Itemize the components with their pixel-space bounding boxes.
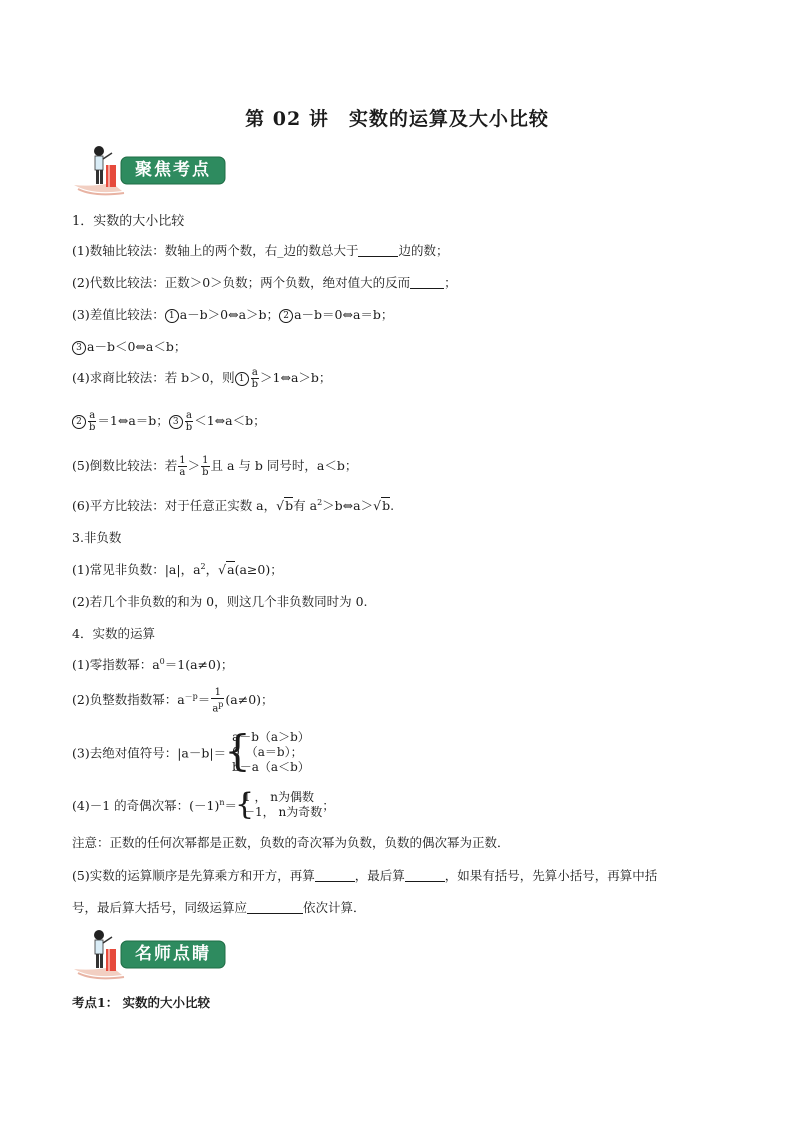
denominator: b [89,422,96,433]
denominator: b [251,379,259,390]
text: ； [444,275,457,290]
text: (4)－1 的奇偶次幂：(－1) [72,798,220,813]
section-heading: 3.非负数 [72,530,122,545]
text-line [72,687,724,714]
text: (1)数轴比较法：数轴上的两个数，右_边的数总大于 [72,243,359,258]
fraction [88,410,96,433]
text: ， [205,562,219,577]
numerator: 1 [202,455,209,466]
circled-number: 2 [72,415,86,429]
text-line [72,898,724,916]
text [72,798,237,813]
text: 有 a [293,498,318,513]
circled-number: 3 [169,415,183,429]
fill-blank [315,868,355,882]
text: (2)代数比较法：正数＞0＞负数；两个负数，绝对值大的反而 [72,275,411,290]
text: ＞1⇔a＞b； [260,370,332,385]
denominator: b [185,422,193,433]
page-title: 第 02 讲 实数的运算及大小比较 [245,108,549,130]
left-brace: { [224,726,251,775]
text: ； [322,798,335,813]
circled-number: 1 [165,309,179,323]
denominator: b [202,467,209,478]
text-line: (1)常见非负数：|a|，$a^2$，√a(a≥0)； [72,561,283,577]
numerator: 1 [179,455,186,466]
base: a [212,703,219,715]
text-line [72,866,724,884]
text-line [72,410,724,433]
exponent: 2 [317,497,323,507]
sqrt-radicand: a [227,562,235,577]
text: (1)零指数幂：a [72,657,160,672]
text: a－b＞0⇔a＞b； [179,307,280,322]
numerator: a [89,410,96,421]
text: (4)求商比较法：若 b＞0，则 [72,370,235,385]
exponent: 2 [200,561,206,571]
piecewise-cases [224,726,310,775]
exam-point-heading: 考点1： 实数的大小比较 [72,995,211,1010]
text: (1)常见非负数：|a|，a [72,562,201,577]
text: . [390,498,395,513]
text: (2)负整数指数幂：a [72,692,185,708]
text: ＞ [187,458,201,473]
numerator: a [251,367,258,378]
text-line [72,787,724,822]
fill-blank [410,275,444,289]
text-line [72,367,724,390]
banner-label: 聚焦考点 [135,160,211,180]
text: a－b＝0⇔a＝b； [294,307,394,322]
exponent: 0 [159,656,165,666]
fill-blank [405,868,445,882]
text-line [72,455,724,478]
text: (6)平方比较法：对于任意正实数 a， [72,498,277,513]
piecewise-cases [235,787,323,822]
text: (5)实数的运算顺序是先算乘方和开方，再算 [72,868,315,883]
section-banner-tips [72,929,232,981]
fraction [251,367,259,390]
text: 边的数； [398,243,449,258]
text: ＜1⇔a＜b； [194,413,266,428]
text-line [72,337,724,355]
circled-number: 3 [72,341,86,355]
circled-number: 2 [279,309,293,323]
exponent: －p [184,692,198,702]
banner-label: 名师点睛 [135,944,211,964]
text-line [72,305,724,323]
text-line [72,273,724,291]
fraction [178,455,186,478]
text: ＝ [224,798,238,813]
text: 依次计算． [303,900,366,915]
numerator: a [186,410,192,421]
text: (a≠0)； [225,692,274,708]
case-line: b－a（a＜b） [232,760,310,774]
denominator: a [179,467,186,478]
text-line [72,726,724,775]
text: (3)去绝对值符号：|a－b|＝ [72,745,227,761]
text-line [72,655,724,673]
section-heading: 4．实数的运算 [72,626,155,641]
text: ＝1(a≠0)； [164,657,234,672]
case-line: 0 （a＝b）； [232,745,303,759]
text-line: (6)平方比较法：对于任意正实数 a，√b有 $a^2>b\Leftrightarrow a>√b$. [72,497,395,513]
fraction [211,687,224,714]
section-banner-focus [72,145,232,197]
text: ＝1⇔a＝b； [97,413,169,428]
numerator: 1 [211,687,224,699]
fill-blank [247,900,303,914]
fraction [185,410,193,433]
fraction [201,455,209,478]
sqrt-radicand: b [382,498,391,513]
text-line: (2)若几个非负数的和为 0，则这几个非负数同时为 0. [72,594,368,609]
text: ，最后算 [354,868,405,883]
text: ＝ [197,692,211,708]
exponent: p [218,700,224,709]
denominator [211,699,224,714]
text: a－b＜0⇔a＜b； [87,339,187,354]
text: (a≥0)； [234,562,283,577]
sqrt-radicand: b [285,498,294,513]
text-line [72,241,724,259]
left-brace: { [235,787,255,822]
text-line: 注意：正数的任何次幂都是正数，负数的奇次幂为负数，负数的偶次幂为正数． [72,835,510,850]
exponent: n [219,797,225,807]
text: 且 a 与 b 同号时，a＜b； [210,458,358,473]
text: 号，最后算大括号，同级运算应 [72,900,248,915]
fill-blank [358,243,398,257]
text: ，如果有括号，先算小括号，再算中括 [444,868,658,883]
text: ＞b⇔a＞ [322,498,374,513]
case-line: －1， n为奇数 [243,805,323,819]
text: (5)倒数比较法：若 [72,458,178,473]
text: (3)差值比较法： [72,307,165,322]
case-line: a－b（a＞b） [232,730,310,744]
circled-number: 1 [235,372,249,386]
case-line: 1 ， n为偶数 [243,790,315,804]
section-heading: 1．实数的大小比较 [72,214,185,229]
